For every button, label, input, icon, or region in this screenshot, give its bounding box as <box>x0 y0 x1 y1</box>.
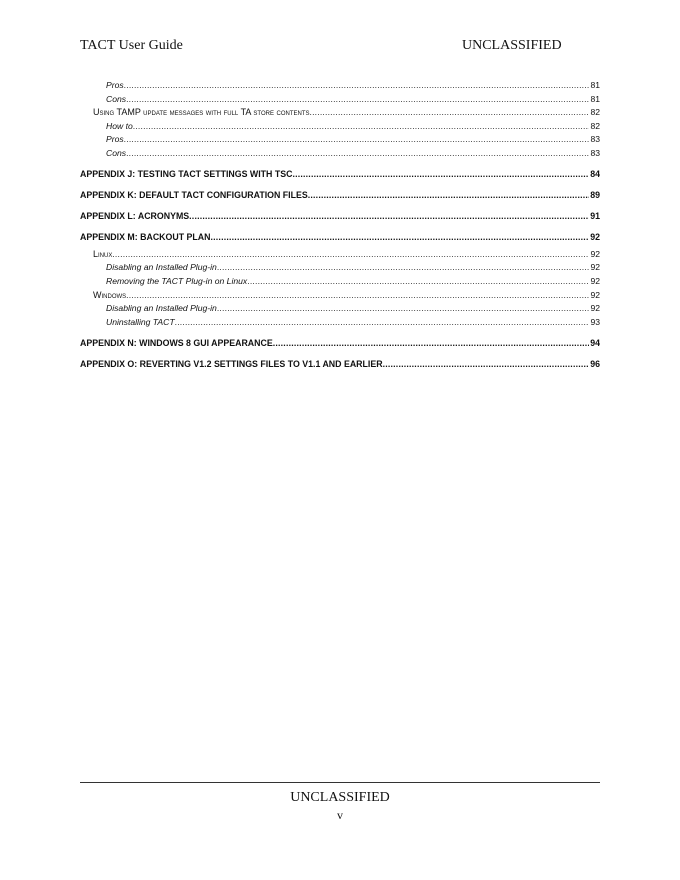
toc-leader-dots <box>124 133 590 147</box>
toc-entry-label: Removing the TACT Plug-in on Linux <box>106 275 248 286</box>
toc-leader-dots <box>273 336 589 350</box>
toc-entry-page: 92 <box>590 262 600 273</box>
toc-entry[interactable] <box>80 167 600 181</box>
toc-leader-dots <box>247 275 589 289</box>
toc-entry[interactable] <box>80 79 600 93</box>
toc-entry-label: APPENDIX N: WINDOWS 8 GUI APPEARANCE <box>80 338 273 349</box>
toc-entry-label: Linux <box>93 248 113 259</box>
toc-entry[interactable] <box>80 275 600 289</box>
toc-leader-dots <box>383 357 590 371</box>
page-header <box>80 38 600 58</box>
toc-entry-page: 83 <box>590 134 600 145</box>
toc-entry-label: APPENDIX L: ACRONYMS <box>80 210 190 221</box>
toc-entry-page: 82 <box>590 120 600 131</box>
toc-entry-page: 92 <box>590 248 600 259</box>
toc-leader-dots <box>189 209 589 223</box>
toc-entry-page: 93 <box>590 316 600 327</box>
toc-entry-page: 92 <box>590 275 600 286</box>
toc-leader-dots <box>126 93 589 107</box>
toc-entry[interactable] <box>80 133 600 147</box>
toc-entry[interactable] <box>80 289 600 303</box>
toc-entry[interactable] <box>80 188 600 202</box>
document-title: TACT User Guide <box>80 38 183 53</box>
toc-entry-page: 92 <box>590 231 600 242</box>
toc-entry-page: 82 <box>590 107 600 118</box>
page-number: v <box>337 808 343 822</box>
toc-leader-dots <box>292 167 589 181</box>
toc-entry[interactable] <box>80 316 600 330</box>
toc-entry-label: Uninstalling TACT <box>106 316 175 327</box>
toc-entry-label: Pros <box>106 80 124 90</box>
toc-entry-label: How to <box>106 120 133 131</box>
toc-entry-page: 84 <box>590 169 600 180</box>
toc-leader-dots <box>126 147 589 161</box>
toc-leader-dots <box>309 106 589 120</box>
footer-classification: UNCLASSIFIED <box>290 790 390 805</box>
toc-entry-page: 89 <box>590 190 600 201</box>
toc-entry-label: Disabling an Installed Plug-in <box>106 262 217 273</box>
toc-entry-page: 92 <box>590 289 600 300</box>
toc-entry[interactable] <box>80 302 600 316</box>
toc-entry[interactable] <box>80 209 600 223</box>
toc-leader-dots <box>217 261 590 275</box>
toc-entry-label: Cons <box>106 147 127 158</box>
toc-entry-label: APPENDIX J: TESTING TACT SETTINGS WITH TSC <box>80 169 293 180</box>
toc-entry-label: Pros <box>106 134 124 145</box>
toc-entry[interactable] <box>80 120 600 134</box>
toc-entry-label: Using TAMP update messages with full TA store contents <box>93 107 310 118</box>
table-of-contents <box>80 79 600 371</box>
toc-leader-dots <box>112 248 589 262</box>
toc-entry-page: 81 <box>590 80 600 90</box>
toc-leader-dots <box>217 302 590 316</box>
toc-entry[interactable] <box>80 230 600 244</box>
toc-entry-page: 96 <box>590 358 600 369</box>
toc-entry[interactable] <box>80 93 600 107</box>
toc-entry-label: APPENDIX K: DEFAULT TACT CONFIGURATION FILES <box>80 190 308 201</box>
toc-leader-dots <box>175 316 590 330</box>
toc-leader-dots <box>124 79 590 93</box>
toc-entry-label: APPENDIX O: REVERTING V1.2 SETTINGS FILES TO V1.1 AND EARLIER <box>80 358 383 369</box>
toc-entry[interactable] <box>80 248 600 262</box>
toc-entry-page: 91 <box>590 210 600 221</box>
toc-entry[interactable] <box>80 106 600 120</box>
toc-entry-page: 92 <box>590 303 600 314</box>
toc-leader-dots <box>211 230 590 244</box>
toc-entry[interactable] <box>80 147 600 161</box>
toc-leader-dots <box>308 188 589 202</box>
toc-entry-page: 83 <box>590 147 600 158</box>
toc-entry[interactable] <box>80 261 600 275</box>
toc-entry-page: 81 <box>590 93 600 104</box>
toc-entry-label: APPENDIX M: BACKOUT PLAN <box>80 231 211 242</box>
toc-leader-dots <box>126 289 589 303</box>
toc-entry-page: 94 <box>590 338 600 349</box>
toc-leader-dots <box>133 120 590 134</box>
toc-entry[interactable] <box>80 357 600 371</box>
toc-entry-label: Disabling an Installed Plug-in <box>106 303 217 314</box>
footer-divider <box>80 782 600 783</box>
toc-entry-label: Windows <box>93 289 127 300</box>
toc-entry-label: Cons <box>106 93 127 104</box>
header-classification: UNCLASSIFIED <box>462 38 562 53</box>
toc-entry[interactable] <box>80 336 600 350</box>
